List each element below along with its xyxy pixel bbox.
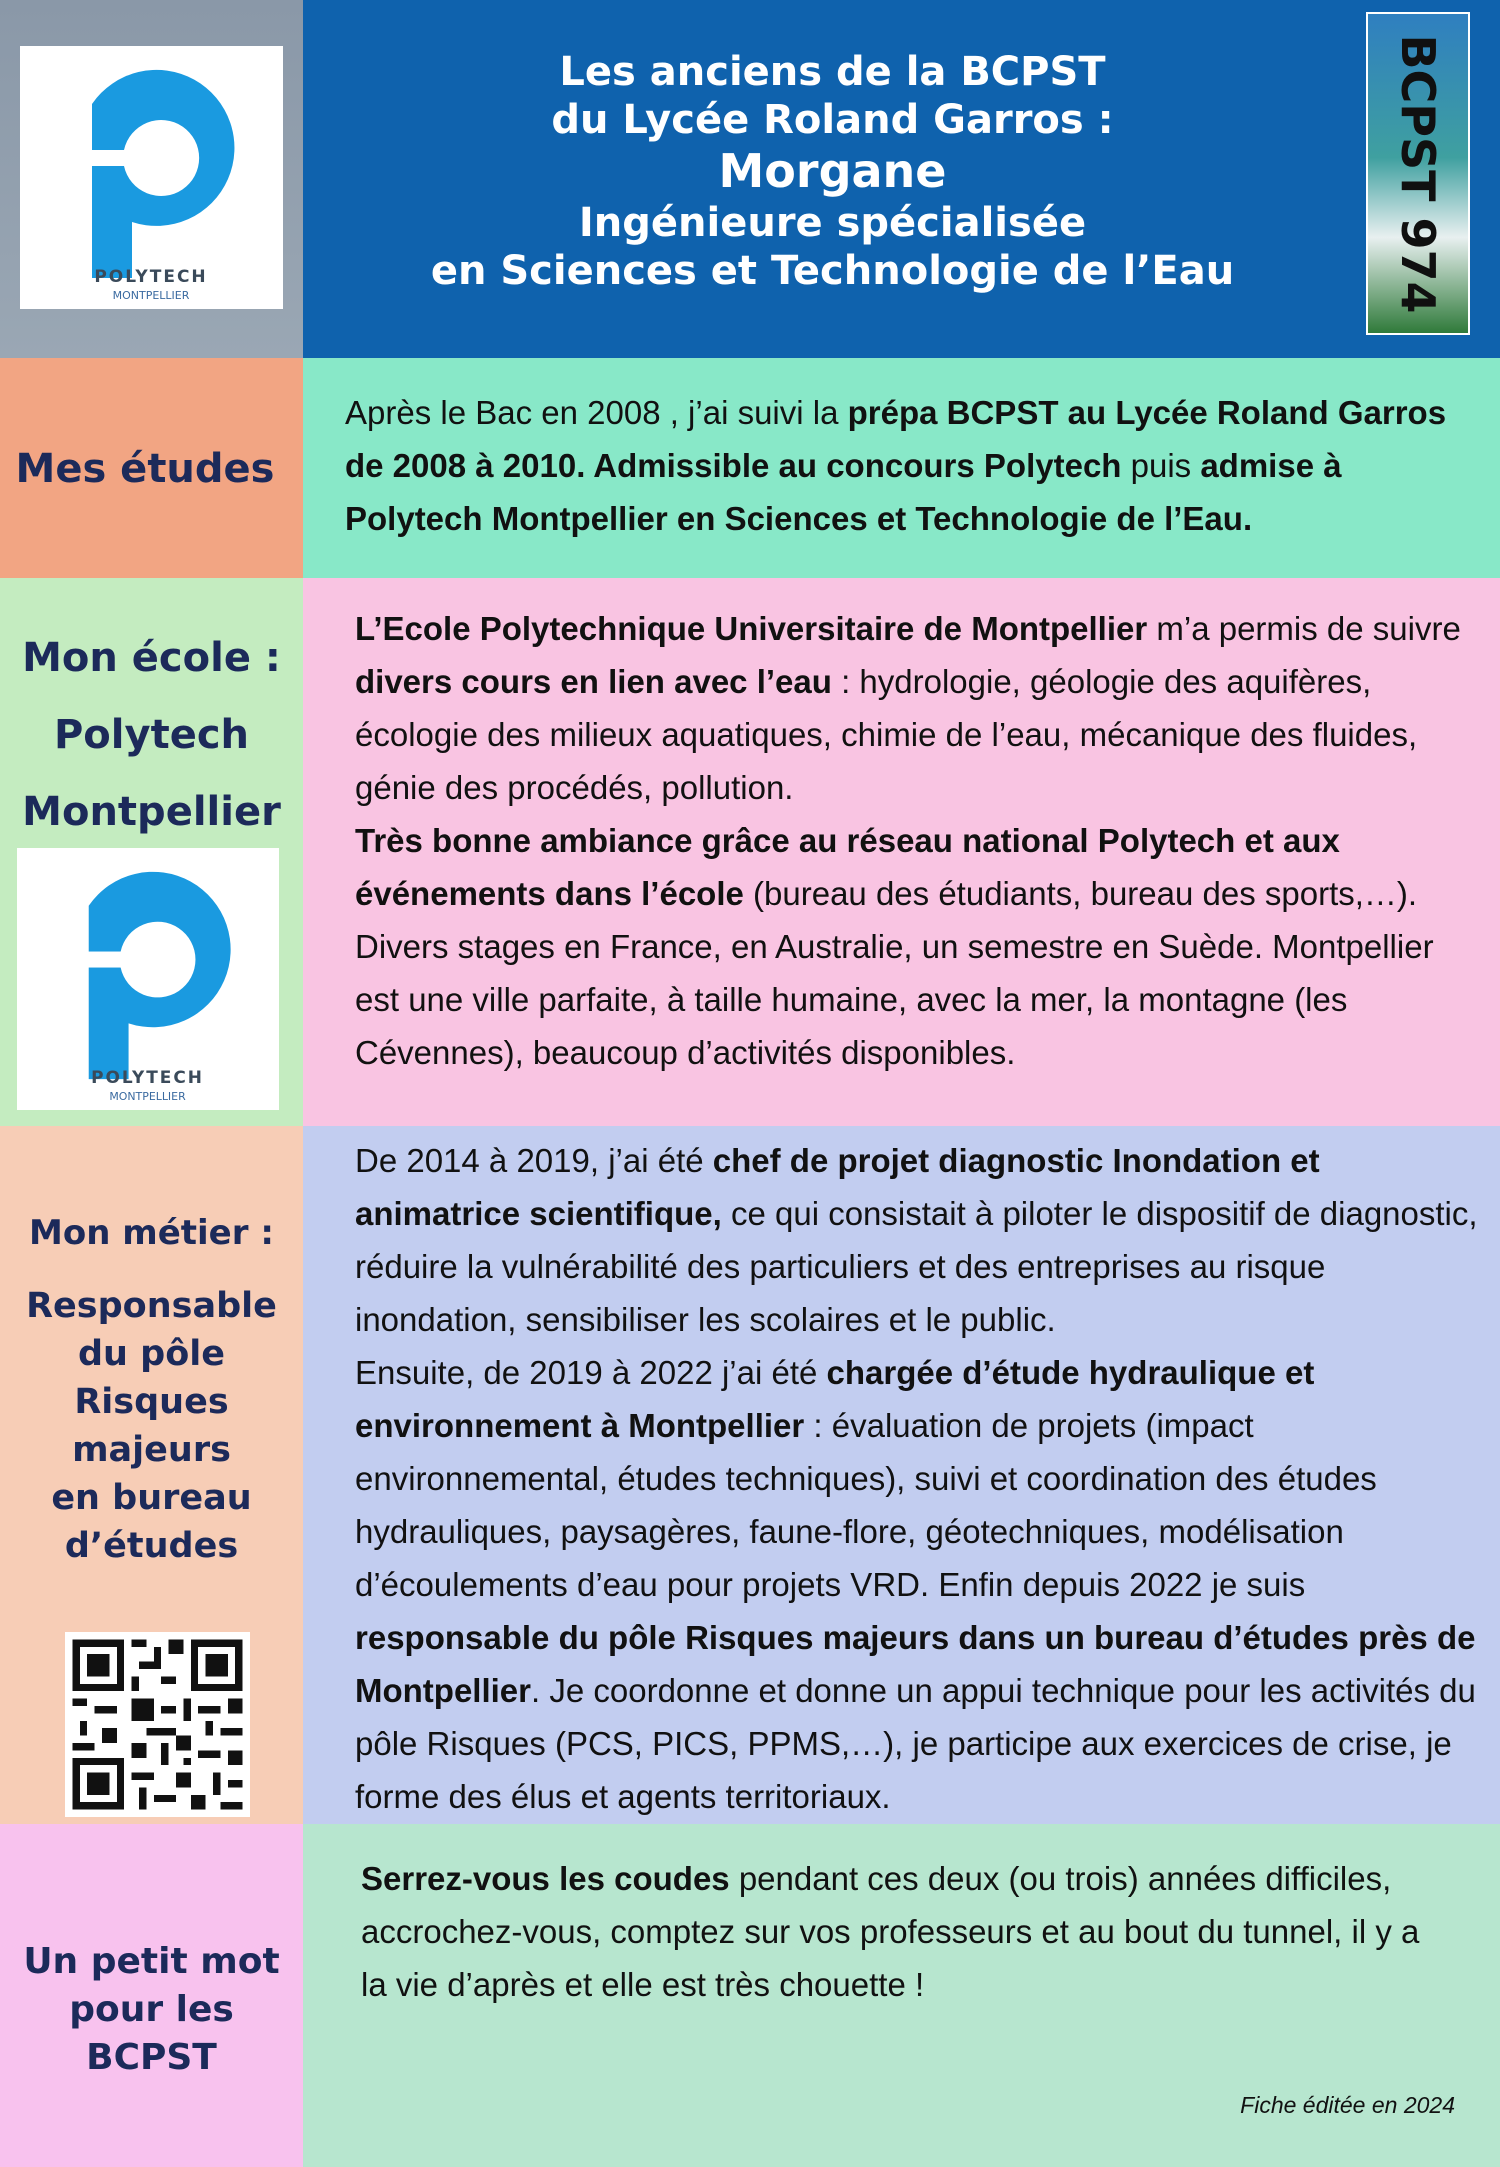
metier-label-title: Mon métier : (29, 1213, 274, 1253)
bold-text: admise à Polytech Montpellier en Sciences et Technologie de l’Eau. (345, 447, 1342, 537)
text: . Je coordonne et donne un appui technique pour les activités du pôle Risques (PCS, PICS, PPMS,…), je participe aux exercices de crise, je forme des élus et agents territoriaux. (355, 1672, 1476, 1815)
metier-label-line: en bureau (51, 1478, 252, 1518)
title-line-1: Les anciens de la BCPST (559, 49, 1106, 95)
mot-label-1: Un petit mot (23, 1941, 280, 1982)
metier-paragraphs (355, 1134, 1480, 1823)
metier-label-line: d’études (64, 1526, 239, 1566)
text: ce qui consistait à piloter le dispositif de diagnostic, réduire la vulnérabilité des particuliers et des entreprises au risque inondation, sensibiliser les scolaires et le public. (355, 1195, 1478, 1338)
qr-code[interactable] (65, 1632, 250, 1817)
metier-paragraph-2 (355, 1346, 1480, 1823)
section-etudes-label: Mes études (15, 446, 275, 492)
text: : évaluation de projets (impact environnemental, études techniques), suivi et coordination des études hydrauliques, paysagères, faune-flore, géotechniques, modélisation d’écoulements d’eau pour projets VRD. Enfin depuis 2022 je suis (355, 1407, 1377, 1603)
metier-label-lines (0, 1282, 303, 1570)
ecole-paragraphs (355, 602, 1470, 1079)
logo-sub: MONTPELLIER (112, 289, 190, 302)
text: puis (1121, 447, 1201, 484)
text: pendant ces deux (ou trois) années difficiles, accrochez-vous, comptez sur vos professeurs et au bout du tunnel, il y a la vie d’après et elle est très chouette ! (361, 1860, 1420, 2003)
page-title (380, 48, 1285, 295)
text: Ensuite, de 2019 à 2022 j’ai été (355, 1354, 827, 1391)
bold-text: chef de projet diagnostic Inondation et animatrice scientifique, (355, 1142, 1320, 1232)
footer-date: Fiche éditée en 2024 (1240, 2092, 1455, 2118)
bold-text: responsable du pôle Risques majeurs dans un bureau d’études près de Montpellier (355, 1619, 1476, 1709)
badge-text: BCPST 974 (1391, 33, 1445, 314)
logo2-sub: MONTPELLIER (109, 1090, 186, 1104)
logo2-word: POLYTECH (91, 1067, 204, 1088)
metier-label-line: du pôle (78, 1334, 225, 1374)
metier-label-line: Risques (74, 1382, 229, 1422)
section-ecole-label (0, 620, 303, 851)
bold-text: Serrez-vous les coudes (361, 1860, 730, 1897)
bold-text: L’Ecole Polytechnique Universitaire de Montpellier (355, 610, 1148, 647)
bold-text: prépa BCPST au Lycée Roland Garros de 2008 à 2010. Admissible au concours Polytech (345, 394, 1447, 484)
text: De 2014 à 2019, j’ai été (355, 1142, 713, 1179)
bold-text: Très bonne ambiance grâce au réseau national Polytech et aux événements dans l’école (355, 822, 1340, 912)
text: (bureau des étudiants, bureau des sports,…). Divers stages en France, en Australie, un semestre en Suède. Montpellier est une ville parfaite, à taille humaine, avec la mer, la montagne (les Cévennes), beaucoup d’activités disponibles. (355, 875, 1434, 1071)
title-line-2: du Lycée Roland Garros : (551, 97, 1114, 143)
title-name: Morgane (718, 144, 947, 198)
metier-label-line: majeurs (72, 1430, 231, 1470)
section-mot-label-cell (0, 1824, 303, 2167)
section-etudes-label-cell (0, 358, 303, 578)
section-ecole-label-cell (0, 578, 303, 1126)
mot-label-2: pour les BCPST (69, 1989, 234, 2078)
section-ecole-content (303, 578, 1500, 1126)
section-mot-label (0, 1938, 303, 2082)
metier-label-line: Responsable (26, 1286, 277, 1326)
section-metier-content (303, 1126, 1500, 1824)
mot-paragraph (361, 1852, 1441, 2011)
ecole-label-2: Polytech (53, 712, 250, 758)
text: m’a permis de suivre (1147, 610, 1461, 647)
ecole-paragraph-1 (355, 602, 1470, 814)
text: : hydrologie, géologie des aquifères, écologie des milieux aquatiques, chimie de l’eau, mécanique des fluides, génie des procédés, pollution. (355, 663, 1418, 806)
title-line-4: Ingénieure spécialisée (578, 200, 1087, 247)
bold-text: divers cours en lien avec l’eau (355, 663, 832, 700)
section-etudes-content (303, 358, 1500, 578)
bcpst-badge (1366, 12, 1470, 335)
ecole-paragraph-2 (355, 814, 1470, 1079)
ecole-label-1: Mon école : (22, 635, 281, 681)
title-line-5: en Sciences et Technologie de l’Eau (430, 248, 1235, 295)
polytech-logo (20, 46, 283, 309)
metier-paragraph-1 (355, 1134, 1480, 1346)
logo-word: POLYTECH (94, 267, 208, 287)
bold-text: chargée d’étude hydraulique et environnement à Montpellier (355, 1354, 1315, 1444)
ecole-label-3: Montpellier (22, 789, 281, 835)
polytech-logo-2 (17, 848, 279, 1110)
text: Après le Bac en 2008 , j’ai suivi la (345, 394, 848, 431)
etudes-paragraph (345, 386, 1465, 545)
